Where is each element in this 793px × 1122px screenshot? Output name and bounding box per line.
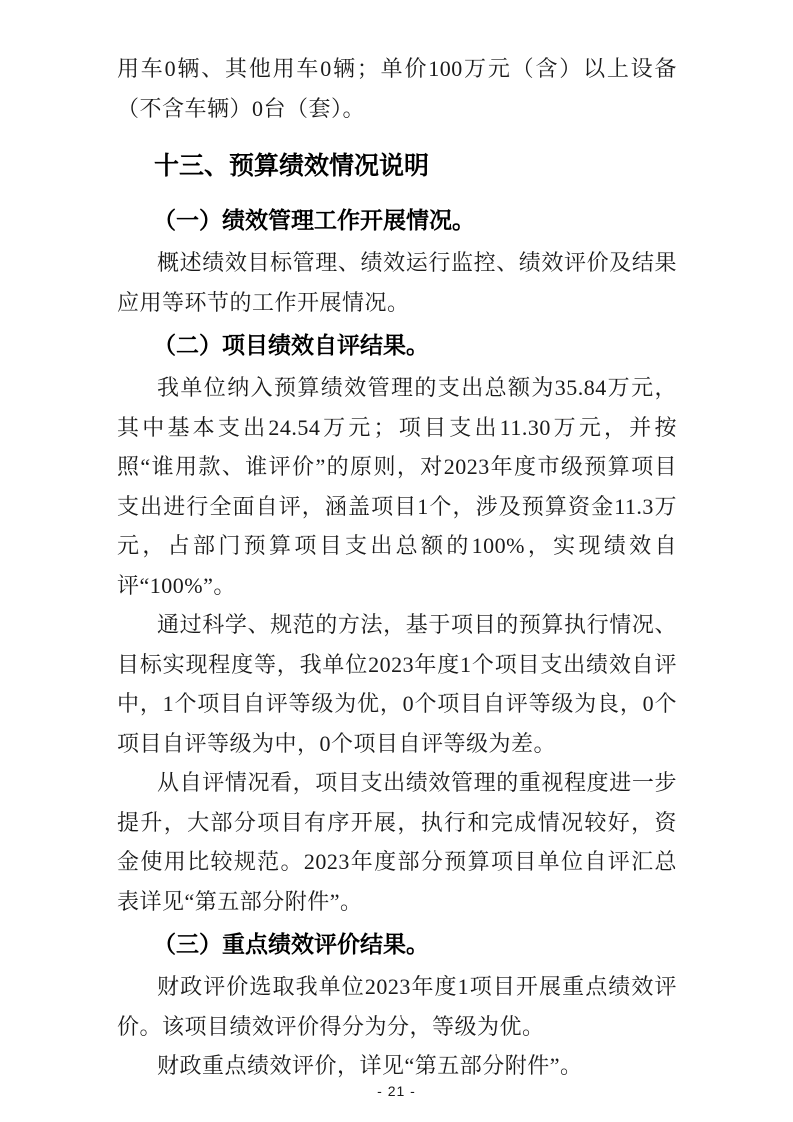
paragraph: 我单位纳入预算绩效管理的支出总额为35.84万元，其中基本支出24.54万元；项目支出11.30万元，并按照“谁用款、谁评价”的原则，对2023年度市级预算项目支出进行全面自评，涵盖项目1个，涉及预算资金11.3万元，占部门预算项目支出总额的100%，实现绩效自评“100%”。 <box>117 375 677 598</box>
paragraph: 从自评情况看，项目支出绩效管理的重视程度进一步提升，大部分项目有序开展，执行和完成情况较好，资金使用比较规范。2023年度部分预算项目单位自评汇总表详见“第五部分附件”。 <box>117 770 677 914</box>
paragraph: 概述绩效目标管理、绩效运行监控、绩效评价及结果应用等环节的工作开展情况。 <box>117 250 677 315</box>
paragraph: 财政评价选取我单位2023年度1项目开展重点绩效评价。该项目绩效评价得分为分，等级为优。 <box>117 974 677 1039</box>
subsection-heading-3: （三）重点绩效评价结果。 <box>153 932 429 957</box>
continuation-paragraph: 用车0辆、其他用车0辆；单价100万元（含）以上设备（不含车辆）0台（套）。 <box>117 56 677 121</box>
paragraph: 财政重点绩效评价，详见“第五部分附件”。 <box>157 1053 583 1078</box>
subsection-heading-2: （二）项目绩效自评结果。 <box>153 333 429 358</box>
paragraph: 通过科学、规范的方法，基于项目的预算执行情况、目标实现程度等，我单位2023年度1个项目支出绩效自评中，1个项目自评等级为优，0个项目自评等级为良，0个项目自评等级为中，0个项目自评等级为差。 <box>117 612 677 756</box>
page-number: - 21 - <box>377 1083 416 1099</box>
document-body <box>117 49 677 1086</box>
section-heading-main: 十三、预算绩效情况说明 <box>154 152 430 180</box>
subsection-heading-1: （一）绩效管理工作开展情况。 <box>153 208 475 233</box>
